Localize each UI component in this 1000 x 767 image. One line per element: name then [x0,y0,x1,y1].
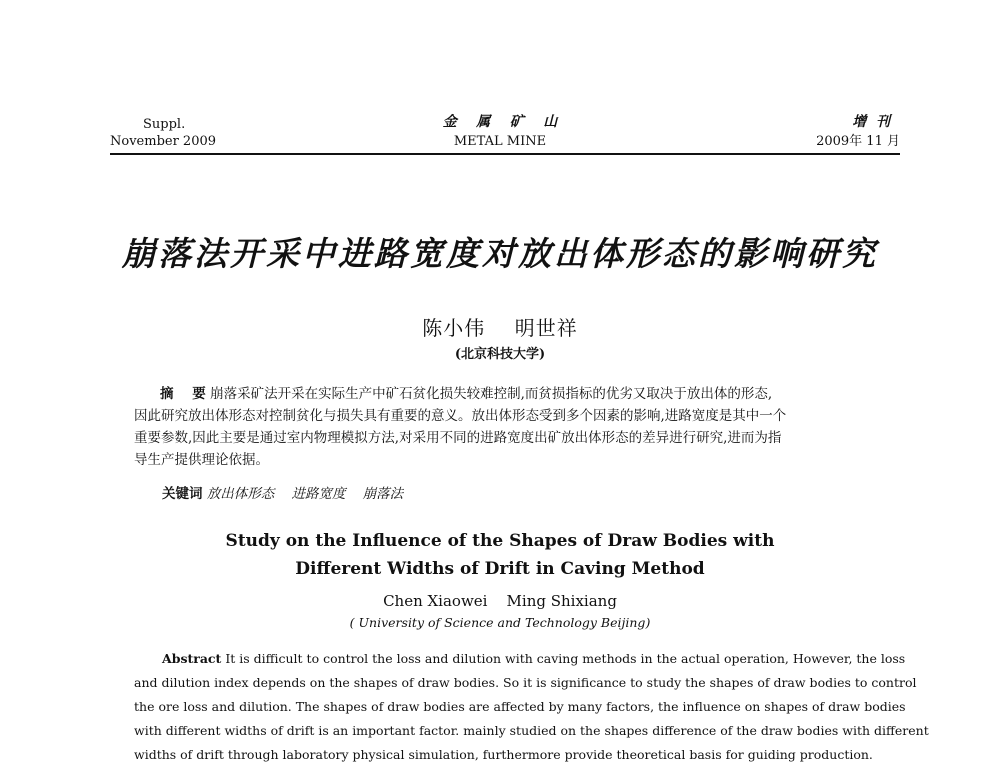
abstract-en-first-line [162,647,905,671]
abstract-en-line-1: It is difficult to control the loss and dilution with caving methods in the actual operation, However, the loss [225,651,906,666]
keywords-cn-text: 放出体形态 进路宽度 崩落法 [206,486,404,502]
abstract-en-label: Abstract [162,651,222,666]
journal-name-en: METAL MINE [453,134,547,149]
abstract-cn-line-1: 崩落采矿法开采在实际生产中矿石贫化损失较难控制,而贫损指标的优劣又取决于放出体的形态, [210,386,773,402]
abstract-en-line-4: with different widths of drift is an important factor. mainly studied on the shapes difference of the draw bodies with different [134,723,929,738]
affiliation-en: ( University of Science and Technology Beijing) [349,615,651,630]
affiliation-cn: (北京科技大学) [454,347,546,362]
journal-issue-date: November 2009 [110,134,217,149]
header-rule [110,153,900,155]
abstract-en-line-2: and dilution index depends on the shapes of draw bodies. So it is significance to study the shapes of draw bodies to control [134,675,917,690]
keywords-cn [162,483,403,505]
authors-en: Chen Xiaowei Ming Shixiang [383,592,617,610]
abstract-cn-label-line [160,383,772,405]
paper-title-en-line-2: Different Widths of Drift in Caving Method [295,559,705,579]
paper-title-en [0,527,1000,583]
issue-date-cn: 2009年 11 月 [816,134,900,149]
paper-title-en-line-1: Study on the Influence of the Shapes of Draw Bodies with [225,531,775,551]
keywords-cn-label: 关键词 [162,486,203,502]
abstract-en-line-5: widths of drift through laboratory physical simulation, furthermore provide theoretical basis for guiding production. [134,747,873,762]
abstract-cn-line-3: 重要参数,因此主要是通过室内物理模拟方法,对采用不同的进路宽度出矿放出体形态的差异进行研究,进而为指 [134,430,782,446]
abstract-cn-line-2: 因此研究放出体形态对控制贫化与损失具有重要的意义。放出体形态受到多个因素的影响,进路宽度是其中一个 [134,408,787,424]
paper-title-cn: 崩落法开采中进路宽度对放出体形态的影响研究 [122,234,878,273]
authors-cn: 陈小伟 明世祥 [422,316,578,340]
abstract-cn-line-4: 导生产提供理论依据。 [134,452,269,468]
journal-name-cn: 金 属 矿 山 [442,114,558,130]
abstract-en-line-3: the ore loss and dilution. The shapes of draw bodies are affected by many factors, the influence on shapes of draw bodies [134,699,906,714]
journal-supplement-label: Suppl. [143,117,186,132]
supplement-label-cn: 增 刊 [852,114,890,130]
abstract-cn-label: 摘 要 [160,386,206,402]
